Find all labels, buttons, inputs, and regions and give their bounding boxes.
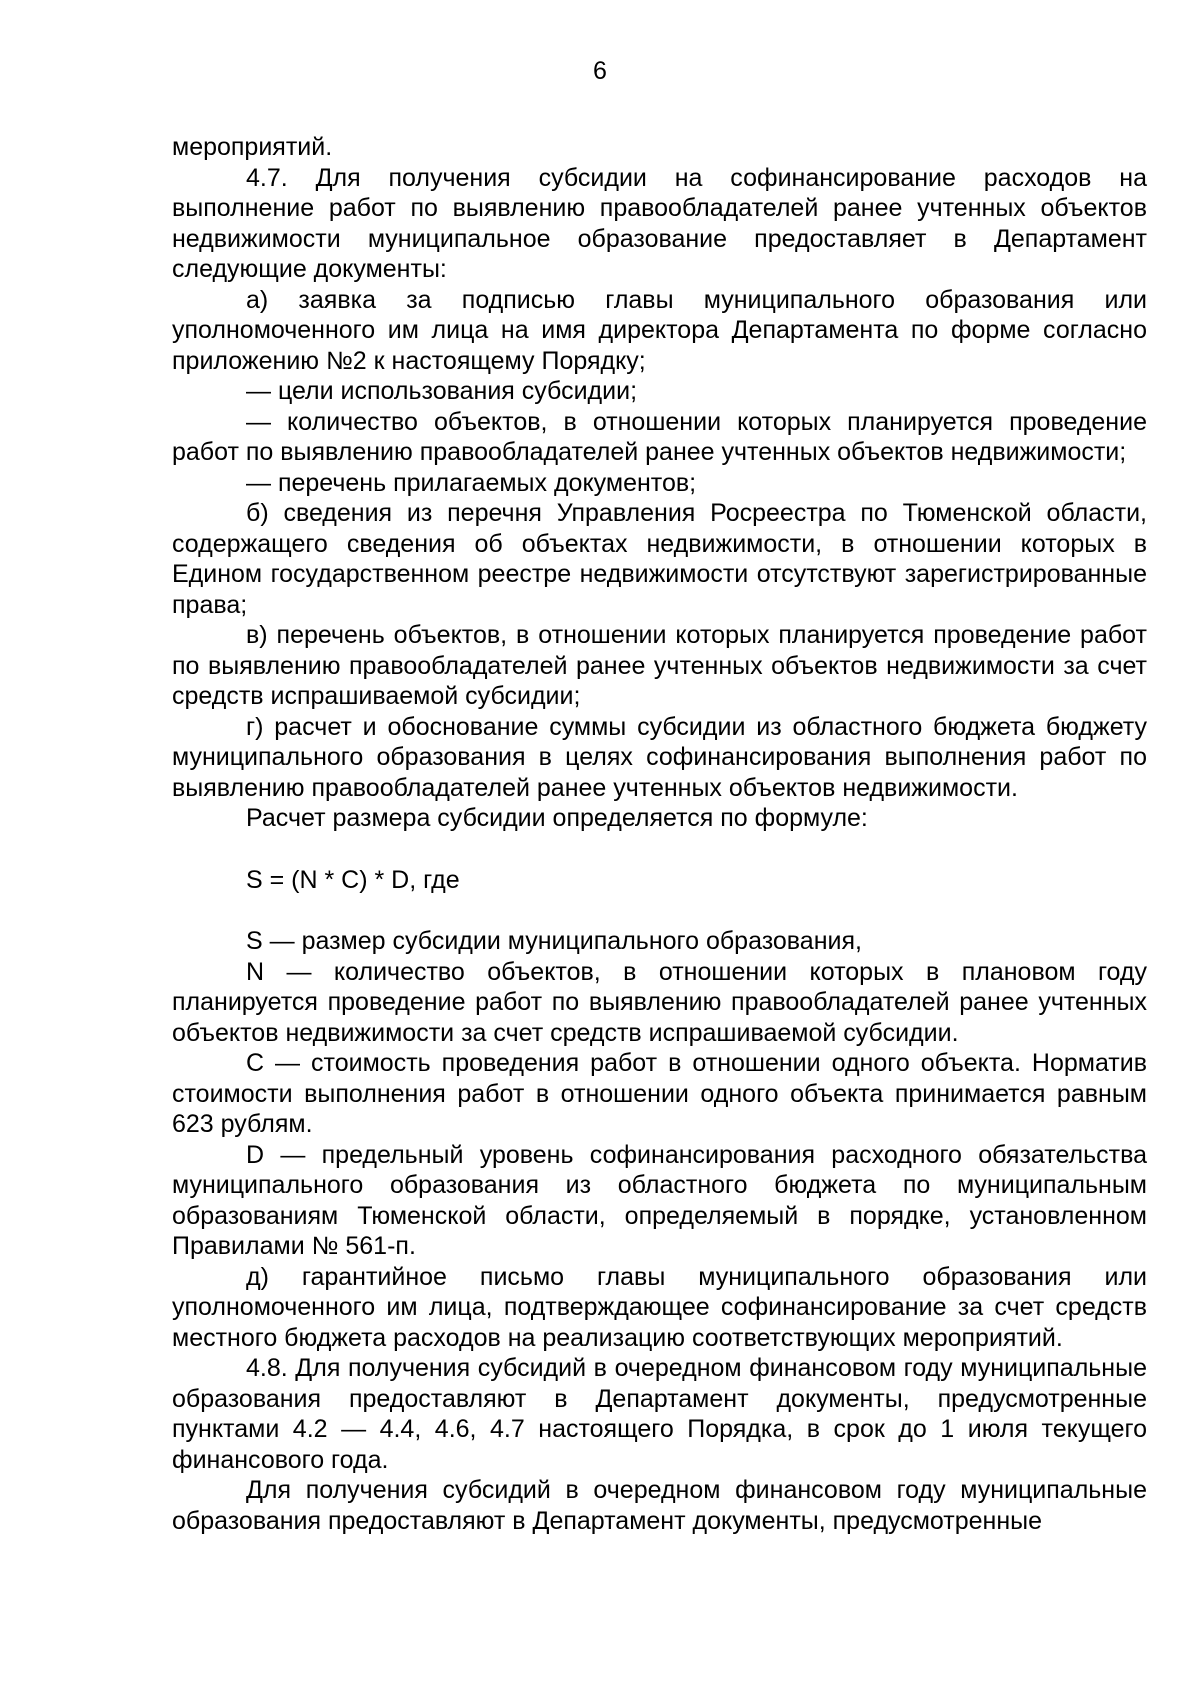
- formula: S = (N * C) * D, где: [246, 865, 460, 894]
- dash-item-attachments: — перечень прилагаемых документов;: [246, 468, 697, 497]
- list-item-b: б) сведения из перечня Управления Росреестра по Тюменской области, содержащего сведения об объектах недвижимости, в отношении которых в Едином государственном реестре недвижимости отсутствуют зарегистрированные права;: [172, 499, 1147, 619]
- definition-s: S — размер субсидии муниципального образования,: [246, 927, 862, 955]
- list-item-d: д) гарантийное письмо главы муниципального образования или уполномоченного им лица, подтверждающее софинансирование за счет средств местного бюджета расходов на реализацию соответствующих мероприятий.: [172, 1262, 1147, 1352]
- page-number: 6: [593, 57, 607, 85]
- list-item-v: в) перечень объектов, в отношении которых планируется проведение работ по выявлению правообладателей ранее учтенных объектов недвижимости за счет средств испрашиваемой субсидии;: [172, 621, 1147, 710]
- definition-n: N — количество объектов, в отношении которых в плановом году планируется проведение работ по выявлению правообладателей ранее учтенных объектов недвижимости за счет средств испрашиваемой субсидии.: [172, 957, 1147, 1047]
- definition-d: D — предельный уровень софинансирования расходного обязательства муниципального образования из областного бюджета по муниципальным образованиям Тюменской области, определяемый в порядке, установленном Правилами № 561-п.: [172, 1140, 1147, 1260]
- document-body: [172, 132, 1147, 1536]
- formula-intro: Расчет размера субсидии определяется по формуле:: [246, 804, 868, 832]
- dash-item-object-count: — количество объектов, в отношении которых планируется проведение работ по выявлению правообладателей ранее учтенных объектов недвижимости;: [172, 407, 1147, 466]
- dash-item-purposes: — цели использования субсидии;: [246, 377, 638, 405]
- paragraph-4-7: 4.7. Для получения субсидии на софинансирование расходов на выполнение работ по выявлению правообладателей ранее учтенных объектов недвижимости муниципальное образование предоставляет в Департамент следующие документы:: [172, 163, 1147, 283]
- paragraph-4-8: 4.8. Для получения субсидий в очередном финансовом году муниципальные образования предоставляют в Департамент документы, предусмотренные пунктами 4.2 — 4.4, 4.6, 4.7 настоящего Порядка, в срок до 1 июля текущего финансового года.: [172, 1354, 1147, 1474]
- paragraph-next-year: Для получения субсидий в очередном финансовом году муниципальные образования предоставляют в Департамент документы, предусмотренные: [172, 1476, 1147, 1535]
- list-item-g: г) расчет и обоснование суммы субсидии из областного бюджета бюджету муниципального образования в целях софинансирования выполнения работ по выявлению правообладателей ранее учтенных объектов недвижимости.: [172, 712, 1147, 802]
- definition-c: C — стоимость проведения работ в отношении одного объекта. Норматив стоимости выполнения работ в отношении одного объекта принимается равным 623 рублям.: [172, 1049, 1147, 1138]
- paragraph-continuation: мероприятий.: [172, 133, 333, 161]
- list-item-a: а) заявка за подписью главы муниципального образования или уполномоченного им лица на имя директора Департамента по форме согласно приложению №2 к настоящему Порядку;: [172, 285, 1147, 375]
